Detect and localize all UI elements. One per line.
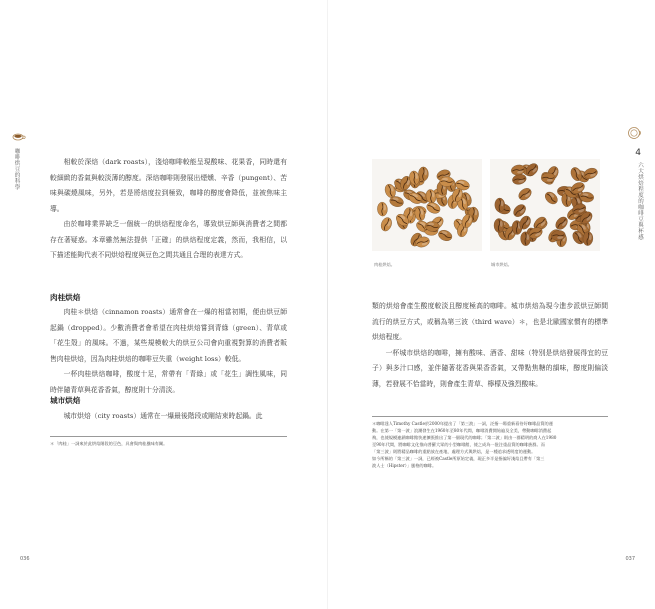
coffee-cup-icon	[12, 132, 28, 142]
footnote-line: ＊咖啡達人Timothy Castle於2000年提出了「第三波」一詞，泛指一場重新看待好咖啡品質的運	[372, 421, 553, 426]
city-text	[50, 409, 287, 425]
intro-paragraph: 相較於深焙（dark roasts），淺焙咖啡較能呈現酸味、花果香，同時還有較細緻的香氣與較淡薄的醇度。深焙咖啡則發展出煙燻、辛香（pungent）、苦味與碳燒風味，另外，若是將焙度拉到極致，咖啡的醇度會降低，並被焦味主導。	[50, 158, 287, 213]
intro-paragraph: 由於咖啡業界缺乏一個統一的烘焙程度命名，導致烘豆師與消費者之間都存在著疑惑。本章雖然無法提供「正確」的烘焙程度定義，然而，我相信，以下描述能夠代表不同烘焙程度與豆色之間共通且合理的表達方式。	[50, 220, 287, 259]
footnote-left: ＊「肉桂」一詞來於此烘焙階段的豆色，具會與肉桂風味有關。	[50, 441, 168, 446]
footnote-right	[372, 420, 610, 469]
coffee-bean	[516, 186, 533, 203]
city-paragraph: 城市烘焙（city roasts）通常在一爆最後階段或剛結束時起鍋。此	[63, 412, 263, 420]
cinnamon-text	[50, 305, 287, 398]
intro-text	[50, 155, 287, 264]
running-head-left: 咖啡烘豆的科學	[13, 148, 20, 190]
footnote-line: 如今所稱的「第三波」一詞，已經被Castle所原始定義，現正多半是指偏好淺焙且帶有「第三	[372, 456, 545, 461]
coffee-bean	[440, 177, 454, 187]
footnote-rule	[372, 416, 608, 417]
running-head-right: 六大烘焙程度的咖啡豆與杯感	[637, 162, 643, 240]
city-roast-photo	[490, 159, 600, 251]
footnote-rule	[50, 436, 287, 437]
coffee-bean	[553, 215, 570, 232]
coffee-bean	[379, 216, 393, 233]
coffee-bean	[495, 198, 505, 212]
footnote-line: 飛，也使規模連鎖咖啡館快速擴張推出了第一個現代的咖啡；「第二波」則由一群精明的商人在1980	[372, 435, 557, 440]
footnote-line: 動。在第一「第一波」浪潮發生在1960年至80年代間，咖啡消費開始遍及全美，帶動咖啡消費起	[372, 428, 552, 433]
coffee-bean	[437, 228, 454, 242]
page-number-right: 037	[625, 556, 635, 562]
coffee-bean	[418, 167, 428, 181]
right-paragraph: 類的烘焙會產生酸度較淡且醇度極高的咖啡。城市烘焙為現今進步派烘豆師間流行的烘豆方式，或稱為第三波（third wave）＊，也是北歐國家慣有的標準烘焙程度。	[372, 302, 608, 341]
heading-cinnamon-roast: 肉桂烘焙	[50, 293, 81, 302]
coffee-bean	[377, 202, 388, 217]
cinnamon-paragraph: 肉桂＊烘焙（cinnamon roasts）通常會在一爆的相當初期，便由烘豆師起鍋（dropped）。少數消費者會希望在肉桂烘焙嘗到青綠（green）、青草或「花生殼」的風味。不過，某些規模較大的烘豆公司會向重視對算的消費者販售肉桂烘焙，因為肉桂烘焙的咖啡豆失重（weight loss）較低。	[50, 308, 287, 363]
page-number-left: 036	[20, 556, 30, 562]
footnote-line: 波人士（Hipster）」風格的咖啡。	[372, 463, 437, 468]
right-body-text	[372, 299, 608, 392]
footnote-line: 「第三波」則將精品咖啡的重點放在產地、處理方式與烘焙，是一種追求透明度的運動。	[372, 449, 536, 454]
cinnamon-roast-photo	[372, 159, 482, 251]
photo-caption-city: 城市烘焙。	[491, 262, 512, 267]
right-paragraph: 一杯城市烘焙的咖啡，擁有酸味、酒香、甜味（特別是烘焙發展得宜的豆子）與多汁口感，並伴隨著花香與果香香氣，又帶點焦糖的韻味，醇度則偏淡薄，若發展不恰當時，則會產生青草、檸檬及強烈酸味。	[372, 348, 608, 388]
cinnamon-paragraph: 一杯肉桂烘焙咖啡，酸度十足，常帶有「青綠」或「花生」調性風味，同時伴隨青草與花香香氣，醇度則十分清淡。	[50, 370, 287, 394]
chapter-number: 4	[635, 148, 641, 158]
coffee-bean	[494, 218, 504, 232]
heading-city-roast: 城市烘焙	[50, 396, 81, 405]
footnote-line: 至90年代間，將咖啡文化推向普羅大眾的小型咖啡館，使之成為一批注重品質的咖啡族群。而	[372, 442, 545, 447]
photo-caption-cinnamon: 肉桂烘焙。	[374, 262, 395, 267]
coffee-cup-icon	[627, 126, 643, 140]
left-page	[0, 0, 327, 609]
